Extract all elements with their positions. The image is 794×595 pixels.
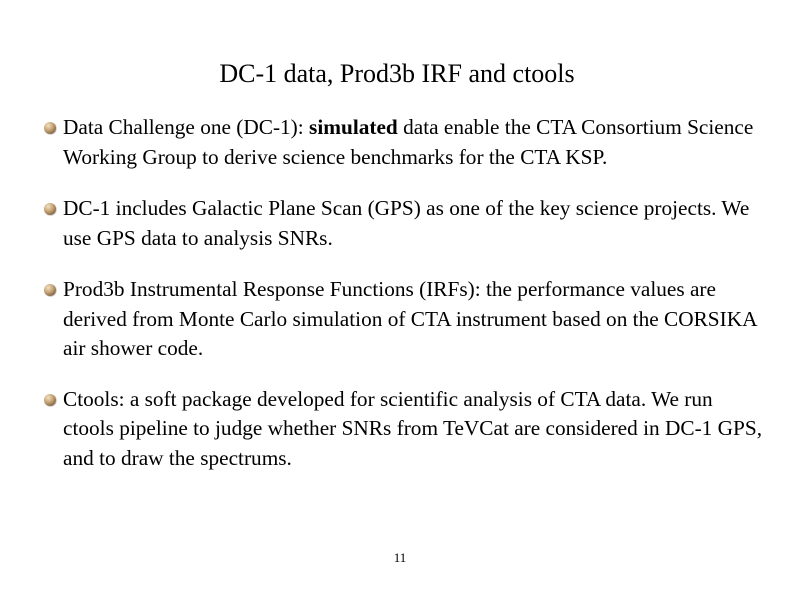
bullet-text: Prod3b Instrumental Response Functions (IRFs): the performance values are derived from Monte Carlo simulation of CTA instrument based on the CORSIKA air shower code.	[63, 277, 757, 360]
slide-title: DC-1 data, Prod3b IRF and ctools	[219, 59, 575, 88]
bullet-text: Ctools: a soft package developed for scientific analysis of CTA data. We run ctools pipeline to judge whether SNRs from TeVCat are considered in DC-1 GPS, and to draw the spectrums.	[63, 386, 763, 470]
bullet-icon	[44, 284, 56, 296]
bullet-text-after: data enable the CTA Consortium Science Working Group to derive science benchmarks for the CTA KSP.	[63, 115, 754, 169]
bullet-item	[44, 385, 764, 474]
bullet-icon	[44, 203, 56, 215]
bullet-item	[44, 113, 764, 172]
bullet-list	[44, 113, 764, 473]
bullet-text: DC-1 includes Galactic Plane Scan (GPS) as one of the key science projects. We use GPS data to analysis SNRs.	[63, 196, 750, 250]
page-number: 11	[393, 550, 407, 565]
bullet-item	[44, 194, 764, 253]
bullet-text-before: Data Challenge one (DC-1):	[63, 115, 310, 139]
bullet-icon	[44, 122, 56, 134]
bullet-item	[44, 275, 764, 364]
bullet-icon	[44, 394, 56, 406]
bullet-text-bold: simulated	[309, 115, 398, 139]
